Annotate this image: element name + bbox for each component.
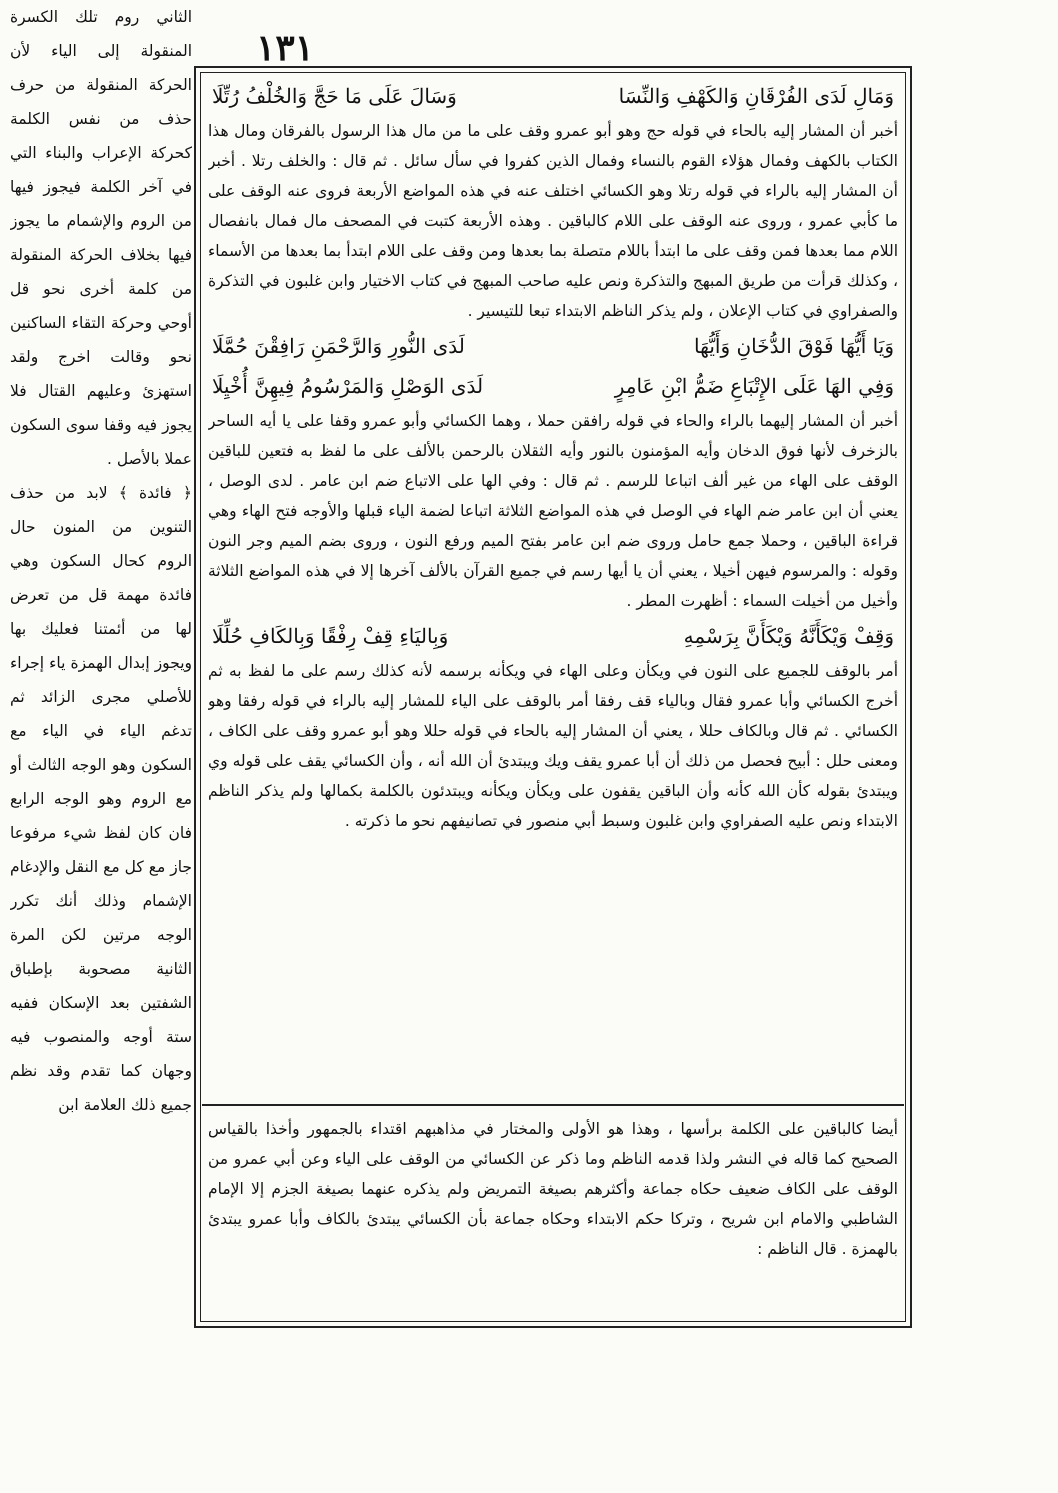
- footnote: [208, 1114, 898, 1320]
- verse-hemistich-left: وَسَالَ عَلَى مَا حَجَّ وَالخُلْفُ رُتِّلَا: [212, 84, 457, 108]
- sidebar-paragraph: الثاني روم تلك الكسرة المنقولة إلى الياء لأن الحركة المنقولة من حرف حذف من نفس الكلمة كحركة الإعراب والبناء التي في آخر الكلمة فيجوز فيها من الروم والإشمام ما يجوز فيها بخلاف الحركة المنقولة من كلمة أخرى نحو قل أوحي وحركة التقاء الساكنين نحو وقالت اخرج ولقد استهزئ وعليهم القتال فلا يجوز فيه وقفا سوى السكون عملا بالأصل .: [10, 8, 192, 468]
- verse-line: [208, 616, 898, 656]
- page-number: ١٣١: [255, 27, 314, 69]
- verse-line: [208, 366, 898, 406]
- main-content: [208, 76, 898, 1094]
- footnote-text: أيضا كالباقين على الكلمة برأسها ، وهذا هو الأولى والمختار في مذاهبهم اقتداء بالجمهور وأخذا بالقياس الصحيح كما قاله في النشر ولذا قدمه الناظم وما ذكر عن الكسائي من الوقف على الياء وعن أبي عمرو من الوقف على الكاف ضعيف حكاه جماعة وأكثرهم بصيغة التمريض ولم يذكره عنهما بصيغة الجزم إلا الإمام الشاطبي والامام ابن شريح ، وتركا حكم الابتداء وحكاه جماعة بأن الكسائي يبتدئ بالكاف وأبا عمرو يبتدئ بالهمزة . قال الناظم :: [208, 1120, 898, 1258]
- footnote-separator: [202, 1104, 904, 1106]
- commentary-paragraph: أخبر أن المشار إليه بالحاء في قوله حج وهو أبو عمرو وقف على ما من مال هذا الرسول بالفرقان ومال هذا الكتاب بالكهف وفمال هؤلاء القوم بالنساء وفمال الذين كفروا في سأل سائل . ثم قال : والخلف رتلا . أخبر أن المشار إليه بالراء في قوله رتلا وهو الكسائي اختلف عنه في هذه المواضع الأربعة فروى عنه الوقف على ما كأبي عمرو ، وروى عنه الوقف على اللام كالباقين . وهذه الأربعة كتبت في المصحف مال فمال بانفصال اللام مما بعدها فمن وقف على ما ابتدأ باللام متصلة بما بعدها ومن وقف على اللام ابتدأ بما بعدها من الأسماء ، وكذلك قرأت من طريق المبهج والتذكرة ونص عليه صاحب المبهج في كتاب الاختيار وابن غلبون في التذكرة والصفراوي في كتاب الإعلان ، ولم يذكر الناظم الابتداء تبعا للتيسير .: [208, 122, 898, 320]
- verse-line: [208, 76, 898, 116]
- verse-hemistich-right: وَقِفْ وَيْكَأَنَّهُ وَيْكَأَنَّ بِرَسْمِهِ: [683, 624, 894, 648]
- commentary-paragraph: أخبر أن المشار إليهما بالراء والحاء في قوله رافقن حملا ، وهما الكسائي وأبو عمرو وقفا على يا أيه الساحر بالزخرف لأنها فوق الدخان وأيه المؤمنون بالنور وأيه الثقلان بالرحمن بالألف على ما لفظ به فتعين للباقين الوقف على الهاء من غير ألف اتباعا للرسم . ثم قال : وفي الها على الاتباع ضم ابن عامر . لدى الوصل ، يعني أن ابن عامر ضم الهاء في الوصل في هذه المواضع الثلاثة اتباعا لضمة الياء قبلها والأوجه فتح الهاء وهي قراءة الباقين ، وحملا جمع حامل وروى ضم ابن عامر بفتح الميم ورفع النون ، وروى بضم الميم وجر النون وقوله : والمرسوم فيهن أخيلا ، يعني أن يا أيها رسم في جميع القرآن بالألف آخرها إلا في هذه المواضع الثلاثة وأخيل من أخيلت السماء : أظهرت المطر .: [208, 412, 898, 610]
- verse-hemistich-right: وَفِي الهَا عَلَى الإِتْبَاعِ ضَمُّ ابْنِ عَامِرٍ: [614, 374, 894, 398]
- verse-hemistich-left: لَدَى النُّورِ وَالرَّحْمَنِ رَافِقْنَ حُمَّلَا: [212, 334, 465, 358]
- sidebar-margin-text: [10, 0, 192, 1330]
- commentary-paragraph: أمر بالوقف للجميع على النون في ويكأن وعلى الهاء في ويكأنه برسمه لأنه كذلك رسم على ما لفظ به ثم أخرج الكسائي وأبا عمرو فقال وبالياء قف رفقا أمر بالوقف على الياء للمشار إليه بالراء في قوله رفقا وهو الكسائي . ثم قال وبالكاف حللا ، يعني أن المشار إليه بالحاء في قوله حللا وهو أبو عمرو وقف على الكاف ، ومعنى حلل : أبيح فحصل من ذلك أن أبا عمرو يقف ويك ويبتدئ أن الله أنه ، وأن الكسائي يقف على قوله وي ويبتدئ بقوله كأن الله كأنه وأن الباقين يقفون على ويكأن ويكأنه ويبتدئون بالكلمة بكمالها ولم يذكر الناظم الابتداء ونص عليه الصفراوي وابن غلبون وسبط أبي منصور في تصانيفهم نحو ما ذكرته .: [208, 662, 898, 830]
- verse-hemistich-left: لَدَى الوَصْلِ وَالمَرْسُومُ فِيهِنَّ أُخْيِلَا: [212, 374, 484, 398]
- verse-hemistich-left: وَبِاليَاءِ قِفْ رِفْقًا وَبِالكَافِ حُلِّلَا: [212, 624, 449, 648]
- verse-line: [208, 326, 898, 366]
- verse-hemistich-right: وَمَالِ لَدَى الفُرْقَانِ وَالكَهْفِ وَالنِّسَا: [618, 84, 894, 108]
- main-text-frame: [194, 66, 912, 1328]
- sidebar-note: ﴿ فائدة ﴾ لابد من حذف التنوين من المنون حال الروم كحال السكون وهي فائدة مهمة قل من تعرض لها من أئمتنا فعليك بها ويجوز إبدال الهمزة ياء إجراء للأصلي مجرى الزائد ثم تدغم الياء في الياء مع السكون وهو الوجه الثالث أو مع الروم وهو الوجه الرابع فان كان لفظ شيء مرفوعا جاز مع كل مع النقل والإدغام الإشمام وذلك أنك تكرر الوجه مرتين لكن المرة الثانية مصحوبة بإطباق الشفتين بعد الإسكان ففيه ستة أوجه والمنصوب فيه وجهان كما تقدم وقد نظم جميع ذلك العلامة ابن: [10, 484, 192, 1114]
- verse-hemistich-right: وَيَا أَيُّهَا فَوْقَ الدُّخَانِ وَأَيُّهَا: [694, 334, 894, 358]
